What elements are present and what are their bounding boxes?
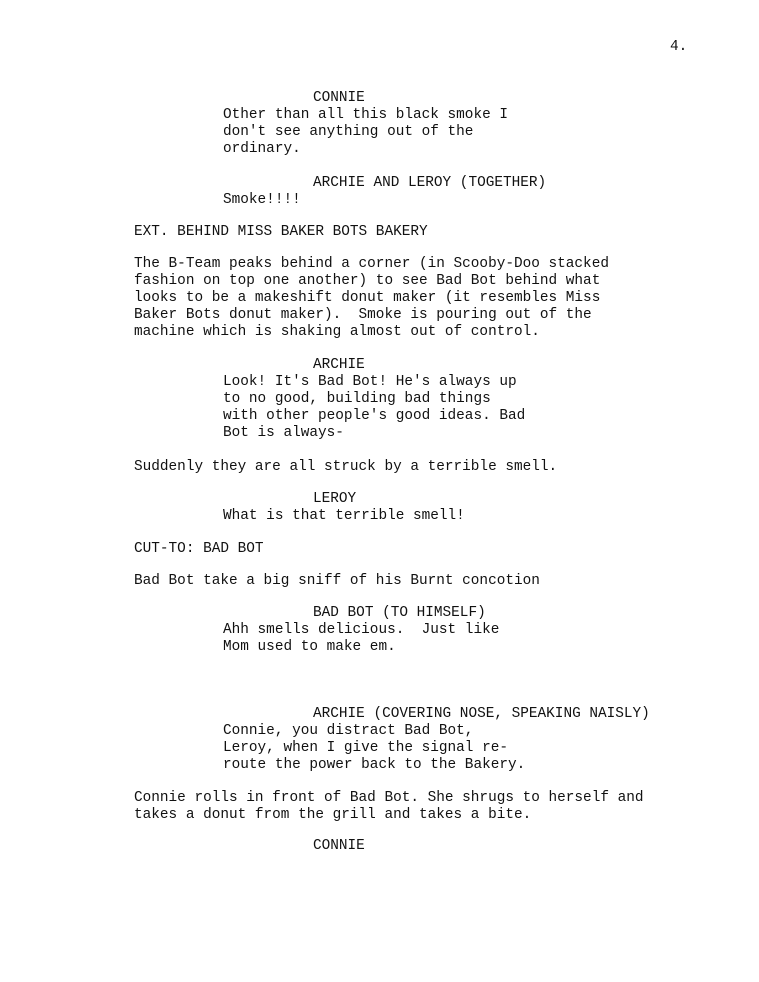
dialogue-block-line: Smoke!!!!: [223, 192, 301, 208]
character-cue-line: ARCHIE AND LEROY (TOGETHER): [313, 175, 547, 191]
dialogue-block-line: ordinary.: [223, 141, 301, 157]
character-cue-line: ARCHIE (COVERING NOSE, SPEAKING NAISLY): [313, 706, 650, 722]
character-cue-line: CONNIE: [313, 90, 365, 106]
action-block-line: Bad Bot take a big sniff of his Burnt concotion: [134, 573, 540, 589]
dialogue-block-line: route the power back to the Bakery.: [223, 757, 526, 773]
dialogue-block-line: Connie, you distract Bad Bot,: [223, 723, 474, 739]
action-block-line: looks to be a makeshift donut maker (it resembles Miss: [134, 290, 601, 306]
dialogue-block-line: Ahh smells delicious. Just like: [223, 622, 500, 638]
action-block-line: Connie rolls in front of Bad Bot. She shrugs to herself and: [134, 790, 644, 806]
character-cue-line: LEROY: [313, 491, 357, 507]
dialogue-block-line: Look! It's Bad Bot! He's always up: [223, 374, 517, 390]
dialogue-block-line: to no good, building bad things: [223, 391, 491, 407]
dialogue-block-line: Mom used to make em.: [223, 639, 396, 655]
character-cue-line: CONNIE: [313, 838, 365, 854]
character-cue-line: ARCHIE: [313, 357, 365, 373]
transition-line-line: CUT-TO: BAD BOT: [134, 541, 264, 557]
dialogue-block-line: What is that terrible smell!: [223, 508, 465, 524]
dialogue-block-line: Leroy, when I give the signal re-: [223, 740, 508, 756]
dialogue-block-line: Other than all this black smoke I: [223, 107, 508, 123]
dialogue-block-line: Bot is always-: [223, 425, 344, 441]
action-block-line: takes a donut from the grill and takes a bite.: [134, 807, 532, 823]
character-cue-line: BAD BOT (TO HIMSELF): [313, 605, 486, 621]
scene-heading-line: EXT. BEHIND MISS BAKER BOTS BAKERY: [134, 224, 428, 240]
action-block-line: Suddenly they are all struck by a terrible smell.: [134, 459, 558, 475]
page-number: 4.: [670, 39, 688, 55]
dialogue-block-line: with other people's good ideas. Bad: [223, 408, 526, 424]
action-block-line: Baker Bots donut maker). Smoke is pouring out of the: [134, 307, 592, 323]
action-block-line: The B-Team peaks behind a corner (in Scooby-Doo stacked: [134, 256, 609, 272]
action-block-line: fashion on top one another) to see Bad Bot behind what: [134, 273, 601, 289]
dialogue-block-line: don't see anything out of the: [223, 124, 474, 140]
action-block-line: machine which is shaking almost out of control.: [134, 324, 540, 340]
